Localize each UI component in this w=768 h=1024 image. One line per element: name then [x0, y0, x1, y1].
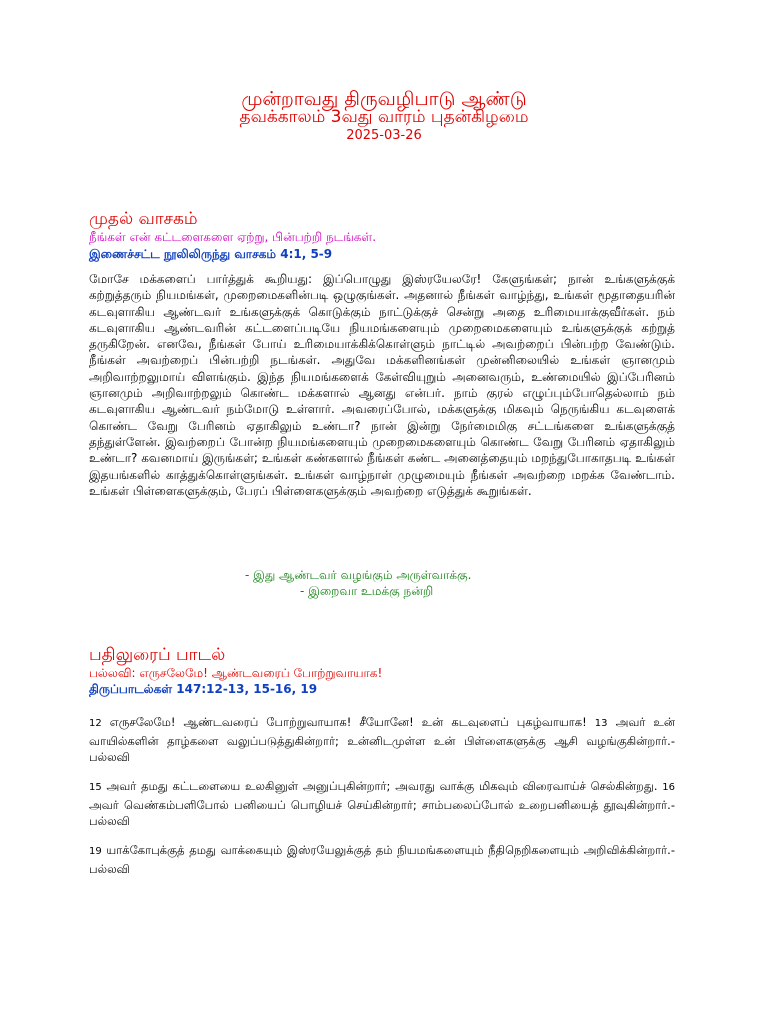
liturgical-year-heading: முன்றாவது திருவழிபாடு ஆண்டு: [241, 88, 527, 110]
psalm-stanza: [89, 778, 675, 830]
verse-number: 15: [89, 782, 102, 793]
reading-closing-acclamation: - இது ஆண்டவர் வழங்கும் அருள்வாக்கு.: [245, 568, 472, 582]
verse-number: 13: [594, 718, 608, 729]
first-reading-text: மோசே மக்களைப் பார்த்துக் கூறியது: இப்பொழுது இஸ்ரயேலரே! கேளுங்கள்; நான் உங்களுக்குக் கற்றுத்தரும் நியமங்கள், முறைமைகளின்படி ஒழுகுங்கள். அதனால் நீங்கள் வாழ்ந்து, உங்கள் மூதாதையரின் கடவுளாகிய ஆண்டவர் உங்களுக்குக் கொடுக்கும் நாட்டுக்குச் சென்று அதை உரிமையாக்குவீர்கள். நம் கடவுளாகிய ஆண்டவரின் கட்டளைப்படியே நியமங்களையும் முறைமைகளையும் உங்களுக்குக் கற்றுத் தருகிறேன். எனவே, நீங்கள் போய் உரிமையாக்கிக்கொள்ளும் நாட்டில் அவற்றைப் பின்பற்ற வேண்டும். நீங்கள் அவற்றைப் பின்பற்றி நடங்கள். அதுவே மக்களினங்கள் முன்னிலையில் உங்கள் ஞானமும் அறிவாற்றலுமாய் விளங்கும். இந்த நியமங்களைக் கேள்வியுறும் அனைவரும், உண்மையில் இப்பேரினம் ஞானமும் அறிவாற்றலும் கொண்ட மக்களால் ஆனது என்பர். நாம் குரல் எழுப்பும்போதெல்லாம் நம் கடவுளாகிய ஆண்டவர் நம்மோடு உள்ளார். அவரைப்போல், மக்களுக்கு மிகவும் நெருங்கிய கடவுளைக் கொண்ட வேறு பேரினம் ஏதாகிலும் உண்டா? நான் இன்று நேர்மைமிகு சட்டங்களை உங்களுக்குத் தந்துள்ளேன். இவற்றைப் போன்ற நியமங்களையும் முறைமைகளையும் கொண்ட வேறு பேரினம் ஏதாகிலும் உண்டா? கவனமாய் இருங்கள்; உங்கள் கண்களால் நீங்கள் கண்ட அனைத்தையும் மறந்துபோகாதபடி உங்கள் இதயங்களில் காத்துக்கொள்ளுங்கள். உங்கள் வாழ்நாள் முழுமையும் நீங்கள் அவற்றை மறக்க வேண்டாம். உங்கள் பிள்ளைகளுக்கும், பேரப் பிள்ளைகளுக்கும் அவற்றை எடுத்துக் கூறுங்கள்.: [89, 272, 676, 498]
verse-text: அவர் உன் வாயில்களின் தாழ்களை வலுப்படுத்துகின்றார்; உன்னிடமுள்ள உன் பிள்ளைகளுக்கு ஆசி வழங்குகின்றார்.- பல்லவி: [89, 715, 675, 764]
psalm-stanza: [89, 842, 675, 877]
reading-closing-response: - இறைவா உமக்கு நன்றி: [300, 584, 434, 598]
psalm-refrain: பல்லவி: எருசலேமே! ஆண்டவரைப் போற்றுவாயாக!: [89, 666, 383, 680]
date-heading: 2025-03-26: [346, 128, 422, 143]
verse-number: 16: [662, 782, 675, 793]
first-reading-subtitle: நீங்கள் என் கட்டளைகளை ஏற்று, பின்பற்றி நடங்கள்.: [89, 230, 377, 244]
verse-text: அவர் தமது கட்டளையை உலகினுள் அனுப்புகின்றார்; அவரது வாக்கு மிகவும் விரைவாய்ச் செல்கின்றது.: [101, 779, 663, 793]
verse-text: யாக்கோபுக்குத் தமது வாக்கையும் இஸ்ரயேலுக்குத் தம் நியமங்களையும் நீதிநெறிகளையும் அறிவிக்கின்றார்.- பல்லவி: [89, 843, 675, 876]
psalm-stanza: [89, 714, 675, 766]
psalm-title: பதிலுரைப் பாடல்: [89, 645, 226, 665]
first-reading-source: இணைச்சட்ட நூலிலிருந்து வாசகம் 4:1, 5-9: [89, 247, 333, 261]
first-reading-title: முதல் வாசகம்: [89, 209, 198, 229]
verse-number: 19: [89, 846, 102, 857]
verse-text: அவர் வெண்கம்பளிபோல் பனியைப் பொழியச் செய்கின்றார்; சாம்பலைப்போல் உறைபனியைத் தூவுகின்றார்.- பல்லவி: [89, 797, 675, 828]
psalm-source: திருப்பாடல்கள் 147:12-13, 15-16, 19: [89, 682, 318, 696]
verse-number: 12: [89, 718, 102, 729]
liturgical-day-heading: தவக்காலம் 3வது வாரம் புதன்கிழமை: [239, 107, 529, 127]
verse-text: எருசலேமே! ஆண்டவரைப் போற்றுவாயாக! சீயோனே! உன் கடவுளைப் புகழ்வாயாக!: [101, 715, 595, 729]
